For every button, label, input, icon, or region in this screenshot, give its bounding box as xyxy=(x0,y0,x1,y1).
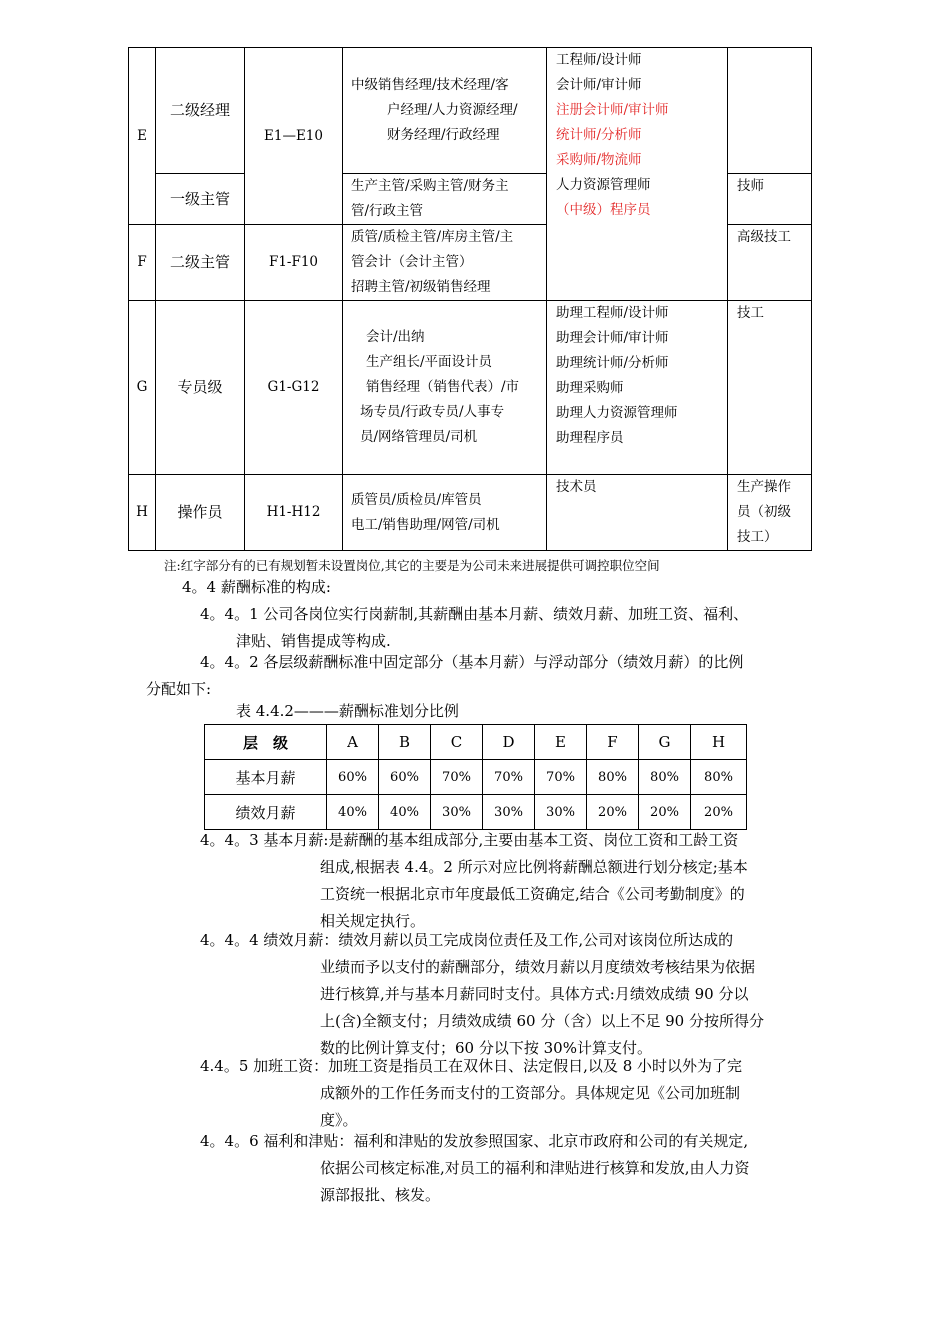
range-cell: H1-H12 xyxy=(245,475,343,551)
title-line: 助理采购师 xyxy=(556,380,624,396)
position-line: 电工/销售助理/网管/司机 xyxy=(351,516,500,533)
table-note: 注:红字部分有的已有规划暂未设置岗位,其它的主要是为公司未来进展提供可调控职位空间 xyxy=(164,558,660,573)
pct-cell: 20% xyxy=(587,795,639,830)
paragraph-line: 工资统一根据北京市年度最低工资确定,结合《公司考勤制度》的 xyxy=(320,885,745,903)
level-cell: F xyxy=(129,225,156,301)
tech-cell: 技工 xyxy=(728,301,812,475)
paragraph-line: 4.4。5 加班工资：加班工资是指员工在双休日、法定假日,以及 8 小时以外为了完 xyxy=(200,1057,743,1075)
tech-cell xyxy=(728,48,812,174)
ratio-table-caption: 表 4.4.2———薪酬标准划分比例 xyxy=(236,702,459,720)
table-row xyxy=(205,725,747,760)
pct-cell: 70% xyxy=(483,760,535,795)
header-cell: H xyxy=(691,725,747,760)
positions-cell xyxy=(343,225,547,301)
table-row xyxy=(129,48,812,174)
tech-line: 员（初级 xyxy=(737,504,791,520)
sublevel-cell: 二级主管 xyxy=(156,225,245,301)
sublevel-cell: 二级经理 xyxy=(156,48,245,174)
positions-cell xyxy=(343,48,547,174)
title-line: 会计师/审计师 xyxy=(556,77,642,93)
position-line: 中级销售经理/技术经理/客 xyxy=(351,77,509,93)
position-line: 招聘主管/初级销售经理 xyxy=(351,279,491,295)
paragraph-line: 组成,根据表 4.4。2 所示对应比例将薪酬总额进行划分核定;基本 xyxy=(320,858,748,876)
title-line: 助理人力资源管理师 xyxy=(556,405,678,421)
sublevel-cell: 一级主管 xyxy=(156,174,245,225)
range-cell: F1-F10 xyxy=(245,225,343,301)
tech-cell: 技师 xyxy=(728,174,812,225)
position-line: 质管/质检主管/库房主管/主 xyxy=(351,229,514,245)
title-line: 助理工程师/设计师 xyxy=(556,305,669,321)
pct-cell: 80% xyxy=(587,760,639,795)
titles-cell xyxy=(547,48,728,301)
pct-cell: 40% xyxy=(379,795,431,830)
tech-cell xyxy=(728,475,812,551)
header-cell: B xyxy=(379,725,431,760)
position-line: 销售经理（销售代表）/市 xyxy=(366,379,520,395)
paragraph-line: 依据公司核定标准,对员工的福利和津贴进行核算和发放,由人力资 xyxy=(320,1159,750,1177)
header-cell: F xyxy=(587,725,639,760)
paragraph-line: 相关规定执行。 xyxy=(320,912,426,930)
pct-cell: 30% xyxy=(535,795,587,830)
position-line: 生产组长/平面设计员 xyxy=(366,354,493,370)
title-line: （中级）程序员 xyxy=(556,202,651,218)
section-heading: 4。4 薪酬标准的构成: xyxy=(182,578,331,596)
title-line: 统计师/分析师 xyxy=(556,127,642,143)
pct-cell: 70% xyxy=(535,760,587,795)
paragraph-line: 4。4。4 绩效月薪：绩效月薪以员工完成岗位责任及工作,公司对该岗位所达成的 xyxy=(200,931,734,949)
header-cell: 层 级 xyxy=(205,725,327,760)
titles-cell xyxy=(547,301,728,475)
header-cell: D xyxy=(483,725,535,760)
paragraph-4-4-1 xyxy=(200,601,748,655)
paragraph-line: 进行核算,并与基本月薪同时支付。具体方式:月绩效成绩 90 分以 xyxy=(320,985,749,1003)
sublevel-cell: 操作员 xyxy=(156,475,245,551)
table-row xyxy=(205,760,747,795)
row-label: 绩效月薪 xyxy=(205,795,327,830)
position-line: 会计/出纳 xyxy=(366,329,425,345)
titles-cell: 技术员 xyxy=(547,475,728,551)
sublevel-cell: 专员级 xyxy=(156,301,245,475)
position-line: 财务经理/行政经理 xyxy=(387,127,500,143)
paragraph-4-4-5 xyxy=(200,1053,840,1134)
paragraph-line: 上(含)全额支付；月绩效成绩 60 分（含）以上不足 90 分按所得分 xyxy=(320,1012,764,1030)
paragraph-4-4-3 xyxy=(200,827,840,935)
level-cell: H xyxy=(129,475,156,551)
position-line: 员/网络管理员/司机 xyxy=(360,429,478,445)
paragraph-line: 度》。 xyxy=(320,1111,358,1129)
header-cell: G xyxy=(639,725,691,760)
paragraph-4-4-4 xyxy=(200,927,840,1062)
paragraph-line: 分配如下: xyxy=(146,680,212,698)
header-cell: E xyxy=(535,725,587,760)
level-cell: G xyxy=(129,301,156,475)
paragraph-line: 4。4。3 基本月薪:是薪酬的基本组成部分,主要由基本工资、岗位工资和工龄工资 xyxy=(200,831,739,849)
position-line: 户经理/人力资源经理/ xyxy=(387,102,518,118)
row-label: 基本月薪 xyxy=(205,760,327,795)
paragraph-line: 源部报批、核发。 xyxy=(320,1186,441,1204)
table-row xyxy=(205,795,747,830)
paragraph-line: 4。4。6 福利和津贴：福利和津贴的发放参照国家、北京市政府和公司的有关规定, xyxy=(200,1132,749,1150)
title-line: 工程师/设计师 xyxy=(556,52,642,68)
pct-cell: 20% xyxy=(639,795,691,830)
paragraph-line: 业绩而予以支付的薪酬部分，绩效月薪以月度绩效考核结果为依据 xyxy=(320,958,756,976)
range-cell: G1-G12 xyxy=(245,301,343,475)
paragraph-line: 数的比例计算支付；60 分以下按 30%计算支付。 xyxy=(320,1039,652,1057)
title-line: 采购师/物流师 xyxy=(556,152,642,168)
paragraph-4-4-6 xyxy=(200,1128,840,1209)
pct-cell: 30% xyxy=(483,795,535,830)
header-cell: C xyxy=(431,725,483,760)
position-line: 质管员/质检员/库管员 xyxy=(351,491,482,508)
pct-cell: 80% xyxy=(639,760,691,795)
pct-cell: 60% xyxy=(327,760,379,795)
positions-cell xyxy=(343,174,547,225)
level-cell: E xyxy=(129,48,156,225)
title-line: 人力资源管理师 xyxy=(556,177,651,193)
tech-cell: 高级技工 xyxy=(728,225,812,301)
title-line: 助理会计师/审计师 xyxy=(556,330,669,346)
title-line: 助理统计师/分析师 xyxy=(556,355,669,371)
positions-cell xyxy=(343,475,547,551)
paragraph-line: 津贴、销售提成等构成. xyxy=(236,632,391,650)
position-line: 管会计（会计主管） xyxy=(351,254,473,270)
position-line: 管/行政主管 xyxy=(351,203,424,219)
pct-cell: 80% xyxy=(691,760,747,795)
tech-line: 技工） xyxy=(737,529,778,545)
ratio-table xyxy=(204,724,747,830)
pct-cell: 70% xyxy=(431,760,483,795)
paragraph-line: 4。4。1 公司各岗位实行岗薪制,其薪酬由基本月薪、绩效月薪、加班工资、福利、 xyxy=(200,605,749,623)
position-line: 生产主管/采购主管/财务主 xyxy=(351,178,509,194)
range-cell: E1—E10 xyxy=(245,48,343,225)
paragraph-line: 成额外的工作任务而支付的工资部分。具体规定见《公司加班制 xyxy=(320,1084,741,1102)
pct-cell: 30% xyxy=(431,795,483,830)
grade-table xyxy=(128,47,812,551)
tech-line: 生产操作 xyxy=(737,479,791,495)
title-line: 注册会计师/审计师 xyxy=(556,102,669,118)
table-row xyxy=(129,475,812,551)
table-row xyxy=(129,301,812,475)
pct-cell: 40% xyxy=(327,795,379,830)
title-line: 助理程序员 xyxy=(556,430,624,446)
paragraph-4-4-2 xyxy=(146,649,826,703)
positions-cell xyxy=(343,301,547,475)
pct-cell: 60% xyxy=(379,760,431,795)
header-cell: A xyxy=(327,725,379,760)
pct-cell: 20% xyxy=(691,795,747,830)
position-line: 场专员/行政专员/人事专 xyxy=(360,404,505,420)
paragraph-line: 4。4。2 各层级薪酬标准中固定部分（基本月薪）与浮动部分（绩效月薪）的比例 xyxy=(200,653,744,671)
